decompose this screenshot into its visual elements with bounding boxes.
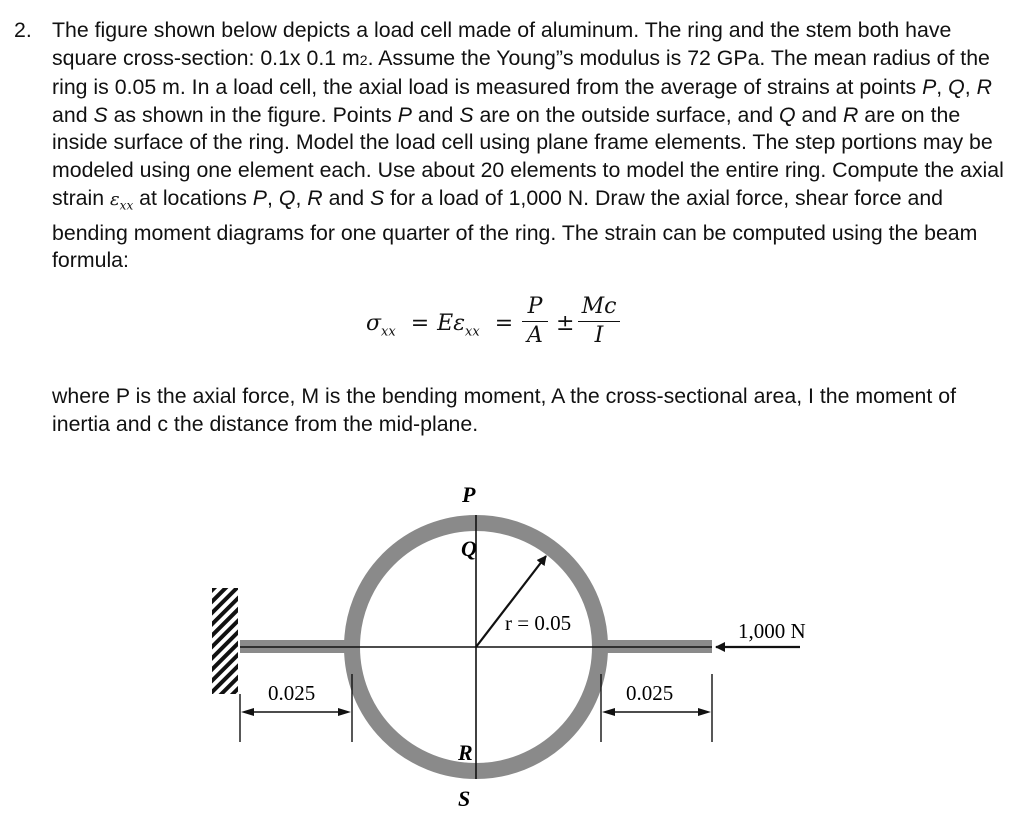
equals-sign: =	[494, 311, 514, 336]
epsilon-char: ε	[110, 188, 120, 210]
label-r: R	[458, 740, 473, 765]
point-r-ref: R	[842, 102, 859, 127]
point-q-ref: Q	[278, 185, 296, 210]
point-s-ref: S	[370, 185, 385, 210]
sigma-subscript: xx	[381, 324, 396, 340]
strain-symbol	[110, 188, 134, 213]
text-run: are on the inside surface of the ring. Model the load cell using plane frame elements. The step portions may be modeled using one element each. Use about 20 elements to model the entire ring. Compute the axial strain	[52, 102, 1004, 210]
left-dim-arrow-start	[241, 708, 254, 716]
fraction-numerator: Mc	[581, 294, 617, 319]
point-p-ref: P	[922, 75, 937, 100]
point-q-ref: Q	[779, 102, 796, 127]
text-run: at locations	[133, 185, 253, 210]
epsilon-subscript: xx	[465, 324, 480, 340]
text-run: and	[322, 185, 371, 210]
load-label: 1,000 N	[738, 619, 806, 643]
point-r-ref: R	[976, 75, 992, 100]
problem-body	[52, 17, 1009, 275]
load-cell-figure	[0, 460, 1024, 815]
text-run: ,	[936, 75, 949, 100]
text-run: ,	[295, 185, 308, 210]
text-run: ,	[267, 185, 279, 210]
text-run: The figure shown below depicts a load cell made of aluminum. The ring and the stem both have square cross-section: 0.1x 0.1 m	[52, 18, 952, 70]
text-run: as shown in the figure. Points	[107, 102, 398, 127]
fraction-denominator: I	[594, 323, 604, 348]
label-p: P	[462, 482, 476, 507]
fraction-denominator: A	[527, 323, 543, 348]
text-run: and	[795, 102, 843, 127]
equals-sign: =	[410, 311, 430, 336]
point-s-ref: S	[93, 102, 108, 127]
where-explanation: where P is the axial force, M is the bending moment, A the cross-sectional area, I the moment of inertia and c the distance from the mid-plane.	[52, 384, 956, 436]
text-run: and	[411, 102, 460, 127]
text-run: and	[52, 102, 94, 127]
problem-paragraph	[52, 17, 1009, 275]
load-cell-diagram	[0, 460, 1024, 815]
text-run: for a load of 1,000 N. Draw the axial force, shear force and bending moment diagrams for one quarter of the ring. The strain can be computed using the beam formula:	[52, 185, 978, 273]
right-dim-arrow-start	[602, 708, 615, 716]
point-p-ref: P	[397, 102, 412, 127]
problem-number: 2.	[14, 18, 32, 42]
right-dim-arrow-end	[698, 708, 711, 716]
label-q: Q	[461, 536, 477, 561]
right-stem-dimension: 0.025	[626, 681, 674, 705]
left-dim-arrow-end	[338, 708, 351, 716]
point-p-ref: P	[252, 185, 268, 210]
formula-lhs	[366, 311, 521, 339]
fraction-numerator: P	[527, 294, 543, 319]
beam-formula	[366, 293, 666, 363]
radius-label: r = 0.05	[505, 611, 572, 635]
e-epsilon-term: Eε	[437, 311, 466, 336]
point-s-ref: S	[459, 102, 474, 127]
fraction-mc-over-i	[578, 295, 620, 348]
plus-minus-sign: ±	[556, 311, 575, 336]
area-unit-exponent: 2	[359, 51, 368, 68]
fraction-bar	[522, 321, 548, 322]
fraction-p-over-a	[522, 295, 548, 348]
point-r-ref: R	[307, 185, 323, 210]
strain-subscript: xx	[119, 198, 134, 213]
fraction-bar	[578, 321, 620, 322]
label-s: S	[458, 786, 471, 811]
text-run: ,	[964, 75, 977, 100]
text-run: . Assume the Young”s modulus is 72 GPa. The mean radius of the ring is 0.05 m. In a load cell, the axial load is measured from the average of strains at points	[52, 45, 990, 100]
point-q-ref: Q	[948, 75, 965, 100]
text-run: are on the outside surface, and	[473, 102, 779, 127]
left-stem-dimension: 0.025	[268, 681, 316, 705]
sigma-symbol: σ	[366, 311, 382, 336]
fixed-wall-hatch	[212, 588, 238, 694]
